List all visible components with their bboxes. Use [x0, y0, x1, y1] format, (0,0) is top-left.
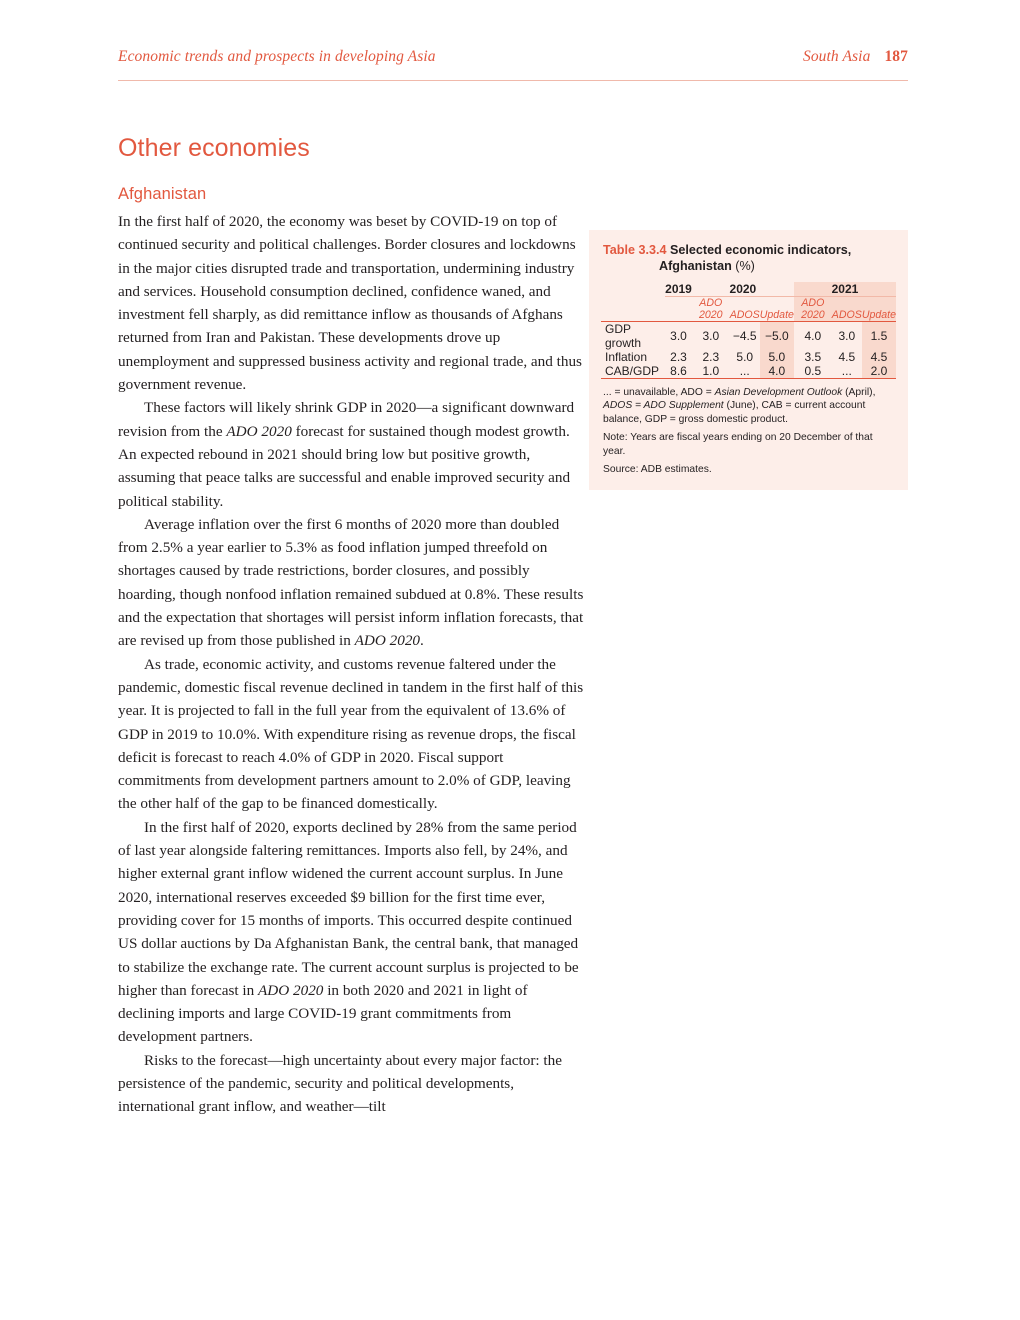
- table-corner-cell: [601, 282, 665, 297]
- paragraph-5-part-b: in both 2020 and 2021 in light of declining imports and large COVID-19 grant commitments from development partners.: [118, 981, 528, 1046]
- section-heading-afghanistan: Afghanistan: [118, 185, 207, 203]
- paragraph-2-italic: ADO 2020: [226, 422, 292, 440]
- cell-inflation-2021-ados: 4.5: [838, 350, 856, 364]
- table-row: [601, 322, 896, 351]
- cell-inflation-2020-ado: 2.3: [702, 350, 720, 364]
- note-1-part-b: (April),: [842, 387, 876, 398]
- cell-gdp-2019: 3.0: [670, 329, 687, 343]
- cell-gdp-2020-ado: 3.0: [702, 329, 720, 343]
- cell-gdp-2021-ados: 3.0: [838, 329, 856, 343]
- running-head-title: Economic trends and prospects in developing Asia: [118, 48, 436, 65]
- row-label-cab-gdp: CAB/GDP: [601, 364, 665, 379]
- running-head-section: [803, 48, 908, 66]
- table-number: Table 3.3.4: [603, 243, 667, 257]
- paragraph-5-part-a: In the first half of 2020, exports declined by 28% from the same period of last year alongside faltering remittances. Imports also fell, by 24%, and higher external grant inflow widened the current account surplus. In June 2020, international reserves exceeded $9 billion for the first time ever, providing cover for 15 months of imports. This occurred despite continued US dollar auctions by Da Afghanistan Bank, the central bank, that managed to stabilize the exchange rate. The current account surplus is projected to be higher than forecast in: [118, 818, 579, 999]
- table-subheader-corner: [601, 297, 665, 322]
- row-label-gdp-growth: GDP growth: [605, 322, 642, 350]
- paragraph-4: As trade, economic activity, and customs revenue faltered under the pandemic, domestic fiscal revenue declined in tandem in the first half of this year. It is projected to fall in the full year from the equivalent of 13.6% of GDP in 2019 to 10.0%. With expenditure rising as revenue drops, the fiscal deficit is forecast to reach 4.0% of GDP in 2020. Fiscal support commitments from development partners amount to 2.0% of GDP, leaving the other half of the gap to be financed domestically.: [118, 655, 584, 813]
- table-title-line2: Afghanistan: [659, 259, 732, 273]
- page-number: 187: [884, 48, 908, 65]
- table-subheader-update-a: Update: [760, 297, 794, 322]
- cell-inflation-2019: 2.3: [670, 350, 687, 364]
- note-1-part-a: ... = unavailable, ADO =: [603, 387, 715, 398]
- table-title-unit: (%): [735, 259, 755, 273]
- paragraph-2: [118, 396, 584, 512]
- table-note-years: Note: Years are fiscal years ending on 20 December of that year.: [603, 432, 873, 457]
- table-note-abbreviations: [603, 386, 894, 426]
- table-year-2019: 2019: [665, 282, 692, 296]
- cell-cab-2019: 8.6: [665, 364, 692, 379]
- cell-inflation-2020-ados: 5.0: [736, 350, 754, 364]
- table-subheader-ado2020-b: ADO 2020: [794, 297, 832, 322]
- cell-inflation-2020-update: 5.0: [760, 350, 794, 364]
- table-row: [601, 350, 896, 364]
- paragraph-1: In the first half of 2020, the economy was beset by COVID-19 on top of continued security and political challenges. Border closures and lockdowns in the major cities disrupted trade and transportation, undermining industry and services. Household consumption declined, confidence waned, and investment fell sharply, as did remittance inflow as thousands of Afghans returned from Iran and Pakistan. These developments drove up unemployment and suppressed business activity and regional trade, and thus government revenue.: [118, 213, 582, 394]
- cell-gdp-2020-ados: −4.5: [732, 329, 757, 343]
- table-panel: [589, 230, 908, 490]
- cell-gdp-2020-update: −5.0: [760, 322, 794, 351]
- table-year-2020: 2020: [692, 282, 794, 297]
- table-subheader-ados-a: ADOS: [730, 297, 760, 322]
- cell-inflation-2021-update: 4.5: [862, 350, 896, 364]
- table-title-line1: Selected economic indicators,: [669, 243, 852, 257]
- table-subheader-row: [601, 297, 896, 322]
- cell-cab-2021-ados: ...: [832, 364, 862, 379]
- paragraph-3-part-b: .: [420, 632, 424, 650]
- running-head-section-label: South Asia: [802, 48, 871, 65]
- paragraph-3: [118, 513, 584, 653]
- paragraph-5-italic: ADO 2020: [258, 981, 324, 999]
- page-title: Other economies: [118, 134, 310, 162]
- paragraph-5: [118, 816, 584, 1049]
- table-subheader-update-b: Update: [862, 297, 896, 322]
- paragraph-2-part-a: These factors will likely shrink GDP in 2020—a significant downward revision from the: [118, 399, 575, 440]
- cell-cab-2020-ados: ...: [730, 364, 760, 379]
- body-text-column: [118, 210, 584, 1119]
- cell-cab-2021-update: 2.0: [862, 364, 896, 379]
- table-subheader-2019: [665, 297, 692, 322]
- cell-gdp-2021-ado: 4.0: [804, 329, 822, 343]
- cell-cab-2020-ado: 1.0: [692, 364, 730, 379]
- table-row: [601, 364, 896, 379]
- table-year-header-row: [601, 282, 896, 297]
- paragraph-2-part-b: forecast for sustained though modest growth. An expected rebound in 2021 should bring low but positive growth, assuming that peace talks are successful and enable improved security and political stability.: [118, 422, 571, 510]
- cell-gdp-2021-update: 1.5: [862, 322, 896, 351]
- note-1-italic: Asian Development Outlook: [714, 387, 843, 398]
- paragraph-3-italic: ADO 2020: [354, 632, 421, 650]
- table-caption: [589, 230, 908, 282]
- table-subheader-ado2020-a: ADO 2020: [692, 297, 730, 322]
- row-label-inflation: Inflation: [605, 350, 648, 364]
- cell-cab-2020-update: 4.0: [760, 364, 794, 379]
- table-note-source: Source: ADB estimates.: [603, 464, 712, 476]
- paragraph-6: Risks to the forecast—high uncertainty about every major factor: the persistence of the pandemic, security and political developments, international grant inflow, and weather—tilt: [118, 1051, 562, 1116]
- cell-inflation-2021-ado: 3.5: [804, 350, 822, 364]
- table-title-line2-wrap: [603, 258, 894, 274]
- paragraph-3-part-a: Average inflation over the first 6 months of 2020 more than doubled from 2.5% a year earlier to 5.3% as food inflation jumped threefold on shortages caused by trade restrictions, border closures, and possibly hoarding, though nonfood inflation remained subdued at 0.8%. These results and the expectation that shortages will persist inform inflation forecasts, that are revised up from those published in: [118, 515, 584, 650]
- table-year-2021: 2021: [794, 282, 896, 297]
- note-2-italic: ADOS = ADO Supplement: [603, 400, 724, 412]
- table-notes: [589, 379, 908, 490]
- cell-cab-2021-ado: 0.5: [794, 364, 832, 379]
- running-head: [118, 48, 908, 66]
- indicators-table: [601, 282, 896, 379]
- header-divider: [118, 80, 908, 81]
- note-2-part-b: (June), CAB = current account balance, GDP = gross domestic product.: [603, 400, 866, 425]
- table-subheader-ados-b: ADOS: [832, 297, 862, 322]
